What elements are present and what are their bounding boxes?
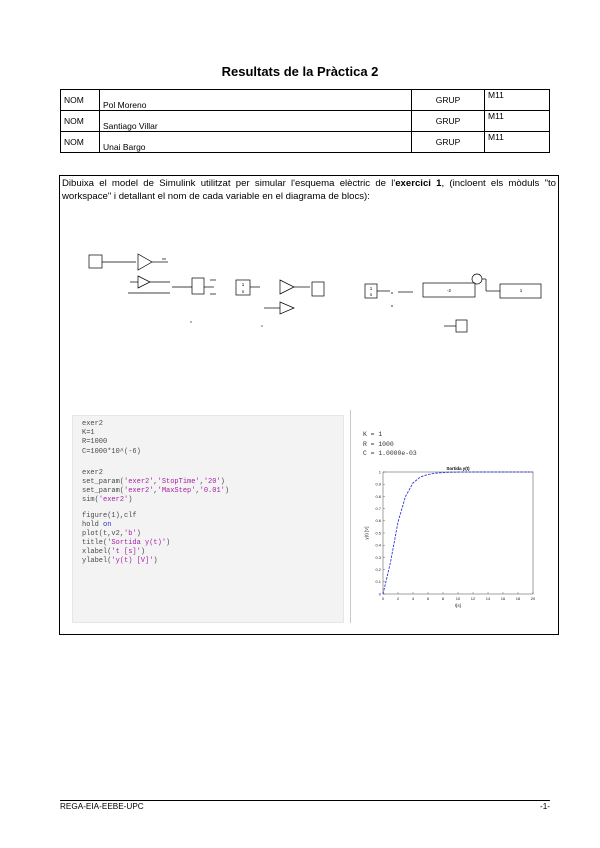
name-label: NOM <box>61 111 100 132</box>
code-token: 't [s]' <box>111 548 141 557</box>
code-token: 'exer2' <box>124 477 154 486</box>
y-tick-label: 0.5 <box>375 530 381 536</box>
code-token: hold <box>82 520 104 529</box>
workspace-label-1: -2 <box>446 288 452 293</box>
code-token: on <box>103 520 112 529</box>
code-token: 'Sortida y(t)' <box>107 539 167 548</box>
code-line <box>82 530 229 539</box>
member-name: Santiago Villar <box>100 111 412 132</box>
code-token: title( <box>82 539 108 548</box>
group-label: GRUP <box>412 90 485 111</box>
code-line <box>82 478 229 487</box>
x-tick-label: 10 <box>455 596 461 601</box>
code-token: 'y(t) [V]' <box>111 557 154 566</box>
y-tick-label: 0.8 <box>375 493 381 499</box>
task-text-end: , (incloent els mòduls "to workspace" i detallant el nom de cada variable en el diagrama de blocs): <box>62 178 556 202</box>
code-block <box>82 420 229 567</box>
code-token: ) <box>136 529 141 538</box>
code-line <box>82 438 229 447</box>
footer-rule <box>60 800 550 801</box>
code-line <box>82 539 229 548</box>
y-axis-label: y(t) [V] <box>364 526 369 540</box>
gain-block-3 <box>280 280 294 294</box>
code-token: 'exer2' <box>98 496 129 505</box>
member-name: Unai Bargo <box>100 132 412 153</box>
code-line <box>82 487 229 496</box>
x-tick-label: 6 <box>426 596 430 601</box>
name-label: NOM <box>61 132 100 153</box>
output-line-c: C = 1.0000e-03 <box>363 450 417 457</box>
code-line <box>82 557 229 566</box>
code-line <box>82 420 229 429</box>
code-line <box>82 521 229 530</box>
code-token: , <box>195 487 200 496</box>
code-token: , <box>153 487 158 496</box>
task-text-bold: exercici 1 <box>395 178 442 189</box>
code-token: exer2 <box>82 468 104 477</box>
y-tick-label: 0.9 <box>375 481 381 487</box>
x-tick-label: 12 <box>470 596 476 601</box>
output-line-r: R = 1000 <box>363 440 394 448</box>
code-token: ylabel( <box>82 557 112 566</box>
code-token: K=1 <box>82 429 95 438</box>
code-line <box>82 429 229 438</box>
code-token: xlabel( <box>82 548 112 557</box>
page-number: -1- <box>539 802 550 811</box>
y-tick-label: 0.1 <box>375 579 381 585</box>
output-line-k: K = 1 <box>363 431 383 438</box>
panel-divider <box>350 410 351 623</box>
clock-block <box>472 274 482 284</box>
source-block <box>89 255 102 268</box>
group-value: M11 <box>485 111 550 132</box>
group-label: GRUP <box>412 111 485 132</box>
task-instructions <box>62 178 556 203</box>
integrator-num-2: 1 <box>369 286 373 291</box>
workspace-label-2: 1 <box>519 288 523 293</box>
chart-title: Sortida y(t) <box>446 466 470 471</box>
code-line <box>82 512 229 521</box>
code-token: set_param( <box>82 487 125 496</box>
y-tick-label: 0.6 <box>375 518 381 524</box>
table-row <box>61 90 550 111</box>
code-token: exer2 <box>82 420 104 428</box>
group-label: GRUP <box>412 132 485 153</box>
y-tick-label: 0 <box>378 591 381 597</box>
code-line <box>82 496 229 505</box>
command-output <box>363 430 417 459</box>
code-token: sim( <box>82 496 99 505</box>
x-axis-label: t[s] <box>455 603 461 608</box>
code-token: R=1000 <box>82 438 108 447</box>
code-token: C=1000*10^(-6) <box>82 447 141 456</box>
code-token: ) <box>224 487 230 496</box>
footer-institution: REGA-EIA-EEBE-UPC <box>60 802 144 811</box>
group-value: M11 <box>485 132 550 153</box>
y-tick-label: 0.3 <box>375 554 381 560</box>
task-text-start: Dibuixa el model de Simulink utilitzat per simular l'esquema elèctric de l' <box>62 178 396 189</box>
scope-block-1 <box>312 282 324 296</box>
code-line <box>82 469 229 478</box>
y-tick-label: 0.7 <box>375 506 381 511</box>
code-token: ) <box>220 477 225 486</box>
table-row <box>61 111 550 132</box>
gain-block-4 <box>280 302 294 314</box>
gain-block-2 <box>138 276 150 288</box>
code-token: plot(t,v2, <box>82 529 125 538</box>
scope-block-2 <box>456 320 467 332</box>
integrator-num-1: 1 <box>241 282 245 287</box>
x-tick-label: 4 <box>411 596 415 601</box>
output-plot <box>360 462 545 612</box>
y-tick-label: 1 <box>378 469 381 475</box>
plot-area <box>383 472 533 594</box>
members-table <box>60 89 550 153</box>
member-name: Pol Moreno <box>100 90 412 111</box>
code-token: '0.01' <box>199 487 225 496</box>
simulink-diagram <box>80 236 550 336</box>
code-token: ) <box>128 496 133 505</box>
code-token: 'MaxStep' <box>157 487 196 496</box>
x-tick-label: 14 <box>485 596 491 601</box>
table-row <box>61 132 550 153</box>
x-tick-label: 16 <box>500 596 506 601</box>
code-token: 'StopTime' <box>157 477 200 486</box>
code-token: ) <box>166 539 171 548</box>
x-tick-label: 18 <box>515 596 521 601</box>
code-token: ) <box>140 548 146 557</box>
name-label: NOM <box>61 90 100 111</box>
x-tick-label: 0 <box>381 596 385 601</box>
code-token: '20' <box>203 477 221 486</box>
code-token: , <box>199 477 204 486</box>
x-tick-label: 20 <box>530 596 536 601</box>
page-title: Resultats de la Pràctica 2 <box>221 64 379 79</box>
y-tick-label: 0.4 <box>375 542 381 548</box>
y-tick-label: 0.2 <box>375 567 381 572</box>
x-tick-label: 8 <box>441 596 445 601</box>
code-token: , <box>153 477 158 486</box>
integrator-den-1: s <box>241 289 245 294</box>
code-token: set_param( <box>82 477 125 486</box>
code-token: figure(1),clf <box>82 511 137 520</box>
integrator-den-2: s <box>369 292 373 297</box>
code-token: ) <box>153 557 158 566</box>
x-tick-label: 2 <box>396 596 400 601</box>
code-line <box>82 548 229 557</box>
gain-block-1 <box>138 254 152 270</box>
code-token: 'exer2' <box>124 487 154 496</box>
code-line <box>82 448 229 457</box>
sum-block <box>192 278 204 294</box>
code-token: 'b' <box>124 529 137 538</box>
group-value: M11 <box>485 90 550 111</box>
